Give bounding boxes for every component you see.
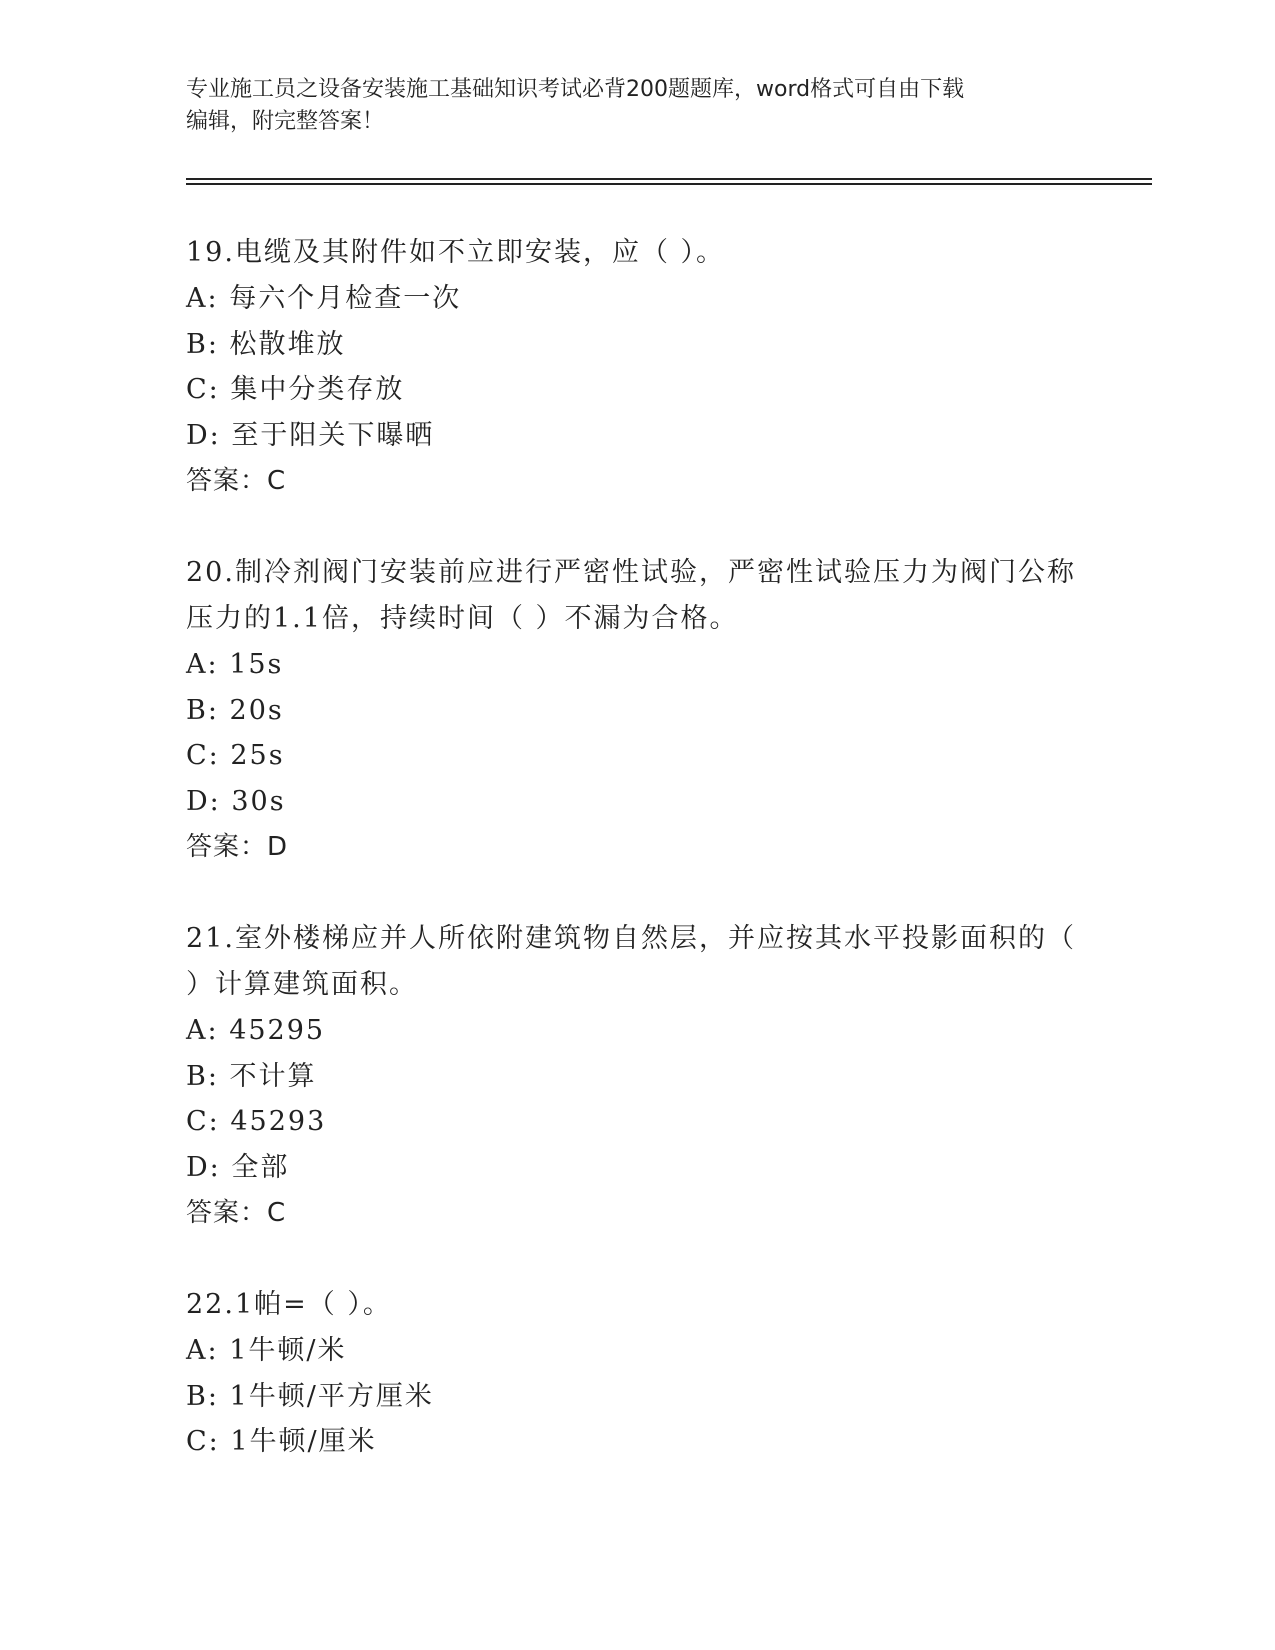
option-label: C: bbox=[186, 1106, 220, 1137]
option-b bbox=[186, 688, 1086, 734]
option-text: 1牛顿/米 bbox=[229, 1335, 347, 1366]
option-text: 每六个月检查一次 bbox=[229, 283, 462, 314]
option-label: A: bbox=[186, 1335, 219, 1366]
question-19 bbox=[186, 230, 1086, 504]
option-text: 45295 bbox=[229, 1015, 326, 1046]
header-title-line2: 编辑，附完整答案！ bbox=[186, 109, 385, 134]
option-text: 至于阳关下曝晒 bbox=[231, 419, 435, 451]
option-label: B: bbox=[186, 328, 219, 360]
option-a bbox=[186, 276, 1086, 322]
question-list bbox=[186, 230, 1086, 1511]
question-stem-line1: 20.制冷剂阀门安装前应进行严密性试验，严密性试验压力为阀门公称 bbox=[186, 557, 1076, 588]
option-b bbox=[186, 322, 1086, 368]
option-c bbox=[186, 733, 1086, 779]
document-header bbox=[186, 74, 1086, 138]
question-stem-line1: 21.室外楼梯应并人所依附建筑物自然层，并应按其水平投影面积的（ bbox=[186, 923, 1076, 954]
option-label: A: bbox=[186, 1015, 219, 1046]
option-text: 全部 bbox=[231, 1151, 290, 1183]
answer-line: 答案：C bbox=[186, 466, 287, 496]
option-b bbox=[186, 1054, 1086, 1100]
option-text: 1牛顿/平方厘米 bbox=[229, 1380, 434, 1412]
option-text: 不计算 bbox=[229, 1060, 317, 1092]
question-stem: 19.电缆及其附件如不立即安装，应（ ）。 bbox=[186, 237, 726, 268]
header-title-line1: 专业施工员之设备安装施工基础知识考试必背200题题库，word格式可自由下载 bbox=[186, 77, 965, 102]
question-22 bbox=[186, 1282, 1086, 1465]
option-text: 30s bbox=[231, 785, 286, 817]
option-a bbox=[186, 1328, 1086, 1374]
option-label: C: bbox=[186, 1426, 220, 1457]
option-label: D: bbox=[186, 785, 221, 817]
answer-line: 答案：C bbox=[186, 1198, 287, 1228]
answer-line: 答案：D bbox=[186, 832, 289, 862]
option-label: C: bbox=[186, 374, 220, 405]
question-stem-line2: ）计算建筑面积。 bbox=[186, 969, 418, 1000]
option-label: D: bbox=[186, 419, 221, 451]
option-text: 松散堆放 bbox=[229, 328, 346, 360]
option-text: 15s bbox=[229, 649, 284, 680]
option-text: 25s bbox=[230, 740, 285, 771]
question-21 bbox=[186, 916, 1086, 1236]
option-label: B: bbox=[186, 694, 219, 726]
option-d bbox=[186, 413, 1086, 459]
option-c bbox=[186, 1099, 1086, 1145]
option-label: C: bbox=[186, 740, 220, 771]
option-label: A: bbox=[186, 649, 219, 680]
question-20 bbox=[186, 550, 1086, 870]
option-c bbox=[186, 1419, 1086, 1465]
option-b bbox=[186, 1374, 1086, 1420]
option-d bbox=[186, 779, 1086, 825]
option-text: 1牛顿/厘米 bbox=[230, 1426, 377, 1457]
option-text: 45293 bbox=[230, 1106, 327, 1137]
option-a bbox=[186, 1008, 1086, 1054]
option-c bbox=[186, 367, 1086, 413]
question-stem-line2: 压力的1.1倍，持续时间（ ）不漏为合格。 bbox=[186, 603, 739, 634]
option-text: 20s bbox=[229, 694, 284, 726]
option-label: B: bbox=[186, 1060, 219, 1092]
header-divider-bottom bbox=[186, 183, 1152, 185]
option-label: D: bbox=[186, 1151, 221, 1183]
option-text: 集中分类存放 bbox=[230, 374, 405, 405]
option-a bbox=[186, 642, 1086, 688]
header-divider-top bbox=[186, 178, 1152, 180]
option-label: A: bbox=[186, 283, 219, 314]
option-d bbox=[186, 1145, 1086, 1191]
option-label: B: bbox=[186, 1380, 219, 1412]
question-stem: 22.1帕=（ ）。 bbox=[186, 1289, 392, 1320]
